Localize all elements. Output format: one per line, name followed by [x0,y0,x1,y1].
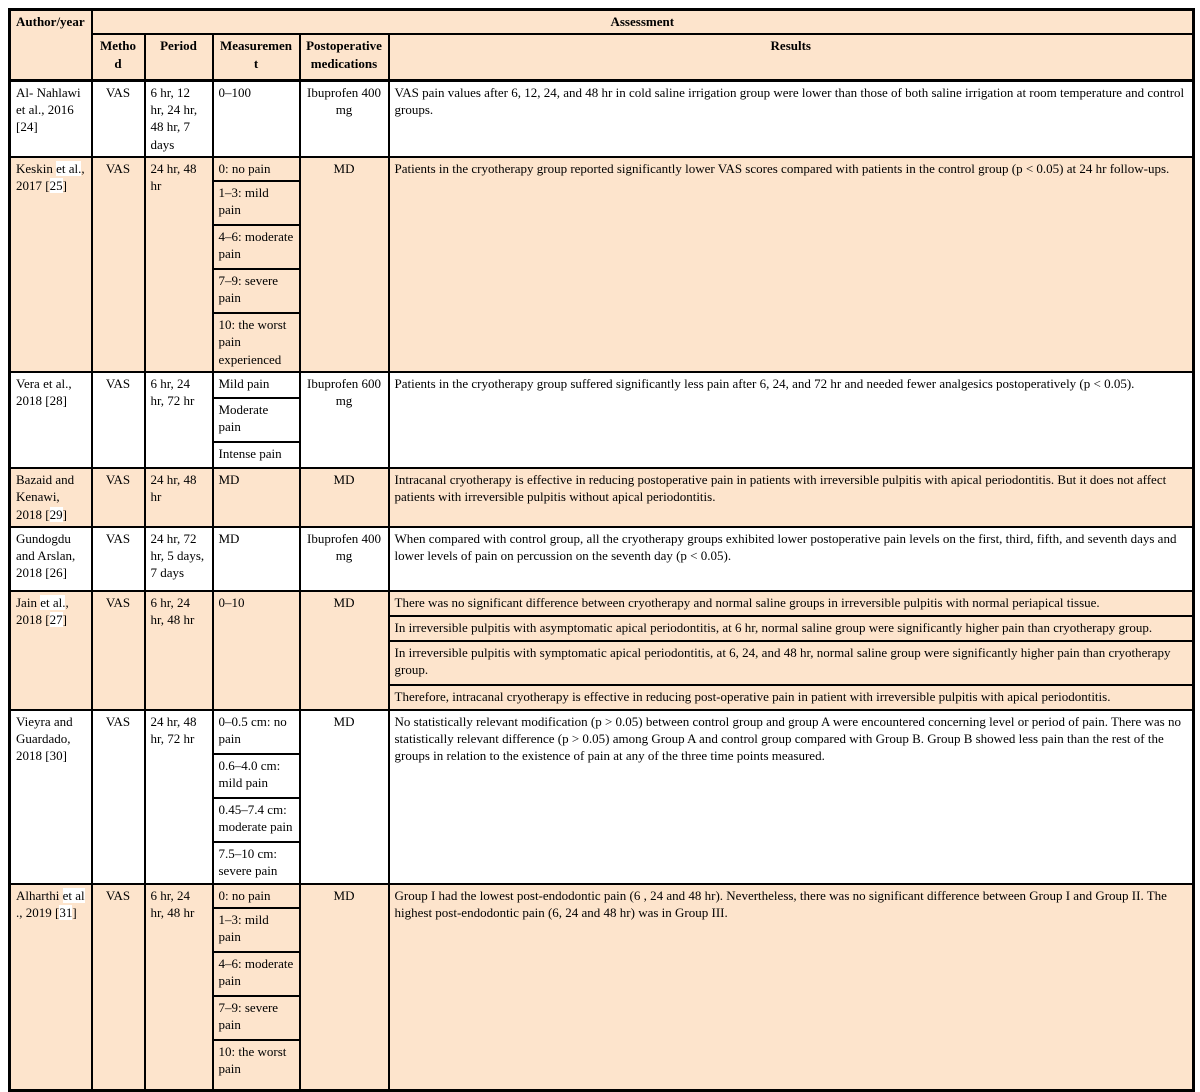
header-row-columns [10,34,1194,80]
highlight-text: et al [62,887,85,903]
author-text: Vieyra and Guardado, 2018 [ [16,713,73,764]
header-measurement: Measurement [213,34,300,80]
results-cell: Group I had the lowest post-endodontic pain (6 , 24 and 48 hr). Nevertheless, there was no significant difference between Group I and Group II. The highest post-endodontic pain (6, 24 and 48 hr) was in Group III. [389,884,1194,1090]
assessment-table [8,8,1195,1092]
measurement-cell: 1–3: mild pain [213,181,300,225]
measurement-cell: 7–9: severe pain [213,996,300,1040]
measurement-cell: Moderate pain [213,398,300,442]
citation-link[interactable]: 24 [20,119,34,135]
author-text: ] [62,565,67,581]
results-cell: VAS pain values after 6, 12, 24, and 48 hr in cold saline irrigation group were lower than those of both saline irrigation at room temperature and control groups. [389,80,1194,157]
table-header [10,10,1194,81]
table-row [10,527,1194,591]
header-postoperative-medications: Postoperative medications [300,34,389,80]
medications-cell: MD [300,710,389,884]
medications-cell: MD [300,468,389,527]
citation-link[interactable]: 31 [59,905,73,921]
medications-cell: Ibuprofen 400 mg [300,527,389,591]
table-row [10,372,1194,398]
method-cell: VAS [92,527,145,591]
measurement-cell: 7.5–10 cm: severe pain [213,842,300,884]
results-cell: There was no significant difference between cryotherapy and normal saline groups in irreversible pulpitis with normal periapical tissue. [389,591,1194,616]
measurement-cell: 0–10 [213,591,300,710]
author-text: Keskin [16,160,57,176]
author-text: Jain [16,594,41,610]
results-cell: Patients in the cryotherapy group reported significantly lower VAS scores compared with patients in the control group (p < 0.05) at 24 hr follow-ups. [389,157,1194,372]
period-cell: 6 hr, 12 hr, 24 hr, 48 hr, 7 days [145,80,213,157]
period-cell: 6 hr, 24 hr, 48 hr [145,884,213,1090]
method-cell: VAS [92,468,145,527]
author-text: , 2018 [ [16,594,69,628]
measurement-cell: 0.45–7.4 cm: moderate pain [213,798,300,842]
citation-link[interactable]: 25 [49,178,63,194]
table-row [10,80,1194,157]
author-cell [10,80,92,157]
table-row [10,884,1194,908]
measurement-cell: Mild pain [213,372,300,398]
highlight-text: et al. [56,160,82,176]
citation-link[interactable]: 27 [49,612,63,628]
author-text: ] [62,748,67,764]
header-method: Method [92,34,145,80]
author-text: ] [62,393,67,409]
method-cell: VAS [92,710,145,884]
measurement-cell: 10: the worst pain [213,1040,300,1090]
results-cell: In irreversible pulpitis with asymptomatic apical periodontitis, at 6 hr, normal saline group were significantly higher pain than cryotherapy group. [389,616,1194,641]
author-text: ] [72,905,77,921]
period-cell: 24 hr, 48 hr [145,468,213,527]
medications-cell: MD [300,591,389,710]
measurement-cell: 7–9: severe pain [213,269,300,313]
citation-link[interactable]: 28 [49,393,63,409]
measurement-cell: 1–3: mild pain [213,908,300,952]
measurement-cell: 0–0.5 cm: no pain [213,710,300,754]
measurement-cell: MD [213,468,300,527]
measurement-cell: 0.6–4.0 cm: mild pain [213,754,300,798]
header-results: Results [389,34,1194,80]
author-cell [10,591,92,710]
period-cell: 24 hr, 72 hr, 5 days, 7 days [145,527,213,591]
medications-cell: MD [300,157,389,372]
results-cell: Intracanal cryotherapy is effective in reducing postoperative pain in patients with irreversible pulpitis with apical periodontitis. But it does not affect patients with irreversible pulpitis without apical periodontitis. [389,468,1194,527]
author-cell [10,468,92,527]
method-cell: VAS [92,884,145,1090]
measurement-cell: 0: no pain [213,884,300,908]
results-cell: No statistically relevant modification (p > 0.05) between control group and group A were encountered concerning level or period of pain. There was no statistically relevant difference (p > 0.05) among Group A and control group compared with Group B. Group B showed less pain than the rest of the groups in relation to the existence of pain at any of the three time points measured. [389,710,1194,884]
period-cell: 24 hr, 48 hr [145,157,213,372]
citation-link[interactable]: 26 [49,565,63,581]
results-cell: Patients in the cryotherapy group suffered significantly less pain after 6, 24, and 72 hr and needed fewer analgesics postoperatively (p < 0.05). [389,372,1194,468]
table-row [10,591,1194,616]
author-cell [10,527,92,591]
author-text: Gundogdu and Arslan, 2018 [ [16,530,76,581]
measurement-cell: 0–100 [213,80,300,157]
measurement-cell: 4–6: moderate pain [213,952,300,996]
highlight-text: et al. [40,594,66,610]
author-cell [10,884,92,1090]
author-cell [10,710,92,884]
method-cell: VAS [92,157,145,372]
header-row-assessment [10,10,1194,35]
author-cell [10,372,92,468]
header-period: Period [145,34,213,80]
citation-link[interactable]: 29 [49,506,63,522]
period-cell: 6 hr, 24 hr, 72 hr [145,372,213,468]
medications-cell: MD [300,884,389,1090]
table-row [10,468,1194,527]
table-row [10,157,1194,181]
measurement-cell: 0: no pain [213,157,300,181]
results-cell: When compared with control group, all the cryotherapy groups exhibited lower postoperative pain levels on the first, third, fifth, and seventh days and lower levels of pain on percussion on the seventh day (p < 0.05). [389,527,1194,591]
measurement-cell: MD [213,527,300,591]
measurement-cell: 4–6: moderate pain [213,225,300,269]
citation-link[interactable]: 30 [49,748,63,764]
results-cell: In irreversible pulpitis with symptomatic apical periodontitis, at 6, 24, and 48 hr, normal saline group were significantly higher pain than cryotherapy group. [389,641,1194,685]
period-cell: 6 hr, 24 hr, 48 hr [145,591,213,710]
period-cell: 24 hr, 48 hr, 72 hr [145,710,213,884]
author-text: ., 2019 [ [16,905,60,921]
author-text: , 2017 [ [16,160,85,194]
author-text: Al- Nahlawi et al., 2016 [ [16,84,81,135]
medications-cell: Ibuprofen 400 mg [300,80,389,157]
author-text: Bazaid and Kenawi, 2018 [ [16,472,75,522]
author-text: ] [62,612,67,628]
author-cell [10,157,92,372]
measurement-cell: 10: the worst pain experienced [213,313,300,372]
header-assessment: Assessment [92,10,1194,35]
author-text: Vera et al., 2018 [ [16,376,72,409]
method-cell: VAS [92,372,145,468]
table-body [10,80,1194,1090]
table-row [10,710,1194,754]
medications-cell: Ibuprofen 600 mg [300,372,389,468]
method-cell: VAS [92,591,145,710]
results-cell: Therefore, intracanal cryotherapy is effective in reducing post-operative pain in patient with irreversible pulpitis with apical periodontitis. [389,685,1194,710]
method-cell: VAS [92,80,145,157]
author-text: ] [62,178,67,194]
author-text: ] [33,119,38,135]
measurement-cell: Intense pain [213,442,300,468]
header-author-year: Author/year [10,10,92,81]
author-text: Alharthi [16,887,63,903]
author-text: ] [62,506,67,522]
